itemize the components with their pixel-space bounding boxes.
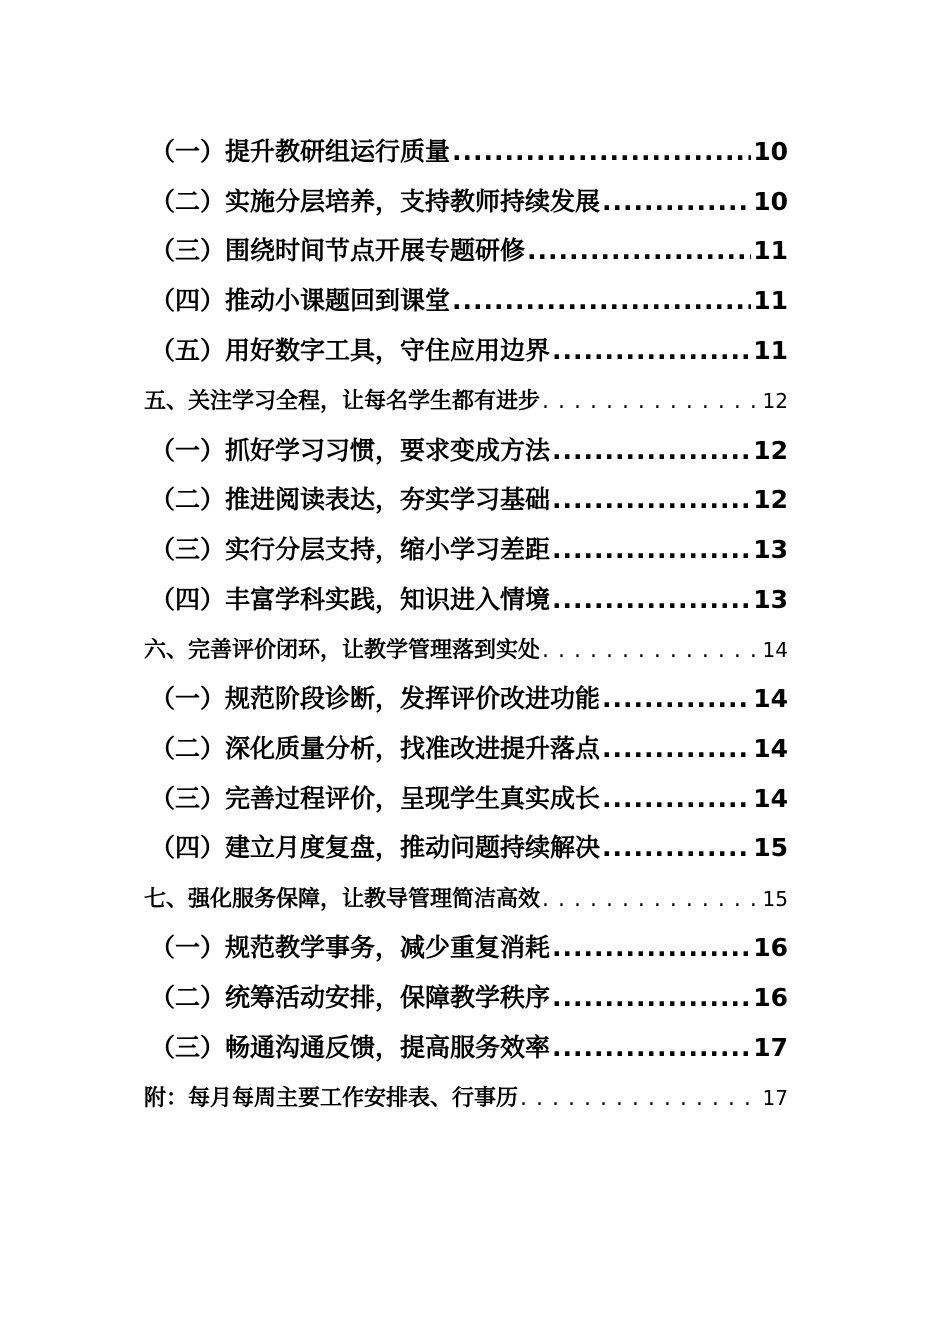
toc-entry-title: （二）统筹活动安排，保障教学秩序 [150, 983, 551, 1012]
toc-entry-page: 12 [753, 436, 788, 465]
toc-section-entry[interactable] [144, 882, 788, 914]
toc-entry[interactable] [150, 331, 788, 367]
toc-entry-page: 14 [762, 638, 788, 662]
toc-entry-page: 11 [753, 286, 788, 315]
toc-leader-dots [527, 236, 751, 265]
toc-entry-title: （三）畅通沟通反馈，提高服务效率 [150, 1033, 551, 1062]
toc-entry[interactable] [150, 431, 788, 467]
toc-entry-page: 16 [753, 933, 788, 962]
toc-entry-title: 七、强化服务保障，让教导管理简洁高效 [144, 887, 541, 912]
toc-leader-dots [552, 585, 751, 614]
toc-section-entry[interactable] [144, 1081, 788, 1113]
toc-entry[interactable] [150, 132, 788, 168]
toc-entry-page: 14 [753, 784, 788, 813]
toc-entry-title: 六、完善评价闭环，让教学管理落到实处 [144, 638, 541, 663]
toc-entry-title: （一）规范教学事务，减少重复消耗 [150, 933, 551, 962]
toc-leader-dots [552, 983, 751, 1012]
toc-leader-dots [602, 684, 751, 713]
toc-entry[interactable] [150, 580, 788, 616]
toc-leader-dots [552, 485, 751, 514]
toc-entry-title: 五、关注学习全程，让每名学生都有进步 [144, 389, 541, 414]
toc-entry-title: （一）规范阶段诊断，发挥评价改进功能 [150, 684, 601, 713]
toc-entry-page: 14 [753, 734, 788, 763]
toc-entry-page: 13 [753, 585, 788, 614]
toc-leader-dots [602, 187, 751, 216]
toc-entry-page: 12 [753, 485, 788, 514]
toc-entry-page: 13 [753, 535, 788, 564]
toc-entry-title: （二）深化质量分析，找准改进提升落点 [150, 734, 601, 763]
toc-entry-title: （三）完善过程评价，呈现学生真实成长 [150, 784, 601, 813]
toc-entry[interactable] [150, 231, 788, 267]
toc-leader-dots [542, 638, 761, 663]
toc-leader-dots [452, 137, 751, 166]
toc-leader-dots [542, 887, 761, 912]
toc-section-entry[interactable] [144, 633, 788, 665]
toc-entry-page: 12 [762, 389, 788, 413]
toc-leader-dots [520, 1086, 761, 1111]
toc-entry-title: （四）建立月度复盘，推动问题持续解决 [150, 833, 601, 862]
toc-entry-title: （二）实施分层培养，支持教师持续发展 [150, 187, 601, 216]
toc-entry-page: 11 [753, 236, 788, 265]
toc-entry[interactable] [150, 679, 788, 715]
toc-section-entry[interactable] [144, 384, 788, 416]
toc-entry-title: （二）推进阅读表达，夯实学习基础 [150, 485, 551, 514]
toc-entry-title: （三）围绕时间节点开展专题研修 [150, 236, 526, 265]
toc-entry-page: 11 [753, 336, 788, 365]
toc-leader-dots [542, 389, 761, 414]
toc-entry[interactable] [150, 1028, 788, 1064]
toc-entry-title: 附：每月每周主要工作安排表、行事历 [144, 1086, 519, 1111]
toc-leader-dots [602, 833, 751, 862]
toc-entry-title: （一）抓好学习习惯，要求变成方法 [150, 436, 551, 465]
toc-entry-title: （三）实行分层支持，缩小学习差距 [150, 535, 551, 564]
toc-entry[interactable] [150, 182, 788, 218]
toc-entry[interactable] [150, 480, 788, 516]
toc-entry-title: （四）推动小课题回到课堂 [150, 286, 451, 315]
toc-leader-dots [602, 784, 751, 813]
toc-entry[interactable] [150, 828, 788, 864]
toc-leader-dots [552, 535, 751, 564]
toc-entry-page: 17 [753, 1033, 788, 1062]
toc-entry[interactable] [150, 729, 788, 765]
toc-entry[interactable] [150, 779, 788, 815]
toc-entry[interactable] [150, 530, 788, 566]
toc-entry-page: 17 [762, 1086, 788, 1110]
toc-entry-page: 14 [753, 684, 788, 713]
toc-entry-page: 15 [753, 833, 788, 862]
toc-entry-page: 15 [762, 887, 788, 911]
toc-entry[interactable] [150, 928, 788, 964]
toc-entry-page: 10 [753, 137, 788, 166]
toc-entry[interactable] [150, 281, 788, 317]
toc-leader-dots [452, 286, 751, 315]
toc-entry-page: 10 [753, 187, 788, 216]
toc-entry-page: 16 [753, 983, 788, 1012]
toc-entry-title: （五）用好数字工具，守住应用边界 [150, 336, 551, 365]
toc-leader-dots [552, 436, 751, 465]
toc-leader-dots [552, 933, 751, 962]
toc-leader-dots [552, 1033, 751, 1062]
toc-entry[interactable] [150, 978, 788, 1014]
toc-leader-dots [552, 336, 751, 365]
toc-leader-dots [602, 734, 751, 763]
toc-entry-title: （四）丰富学科实践，知识进入情境 [150, 585, 551, 614]
toc-entry-title: （一）提升教研组运行质量 [150, 137, 451, 166]
